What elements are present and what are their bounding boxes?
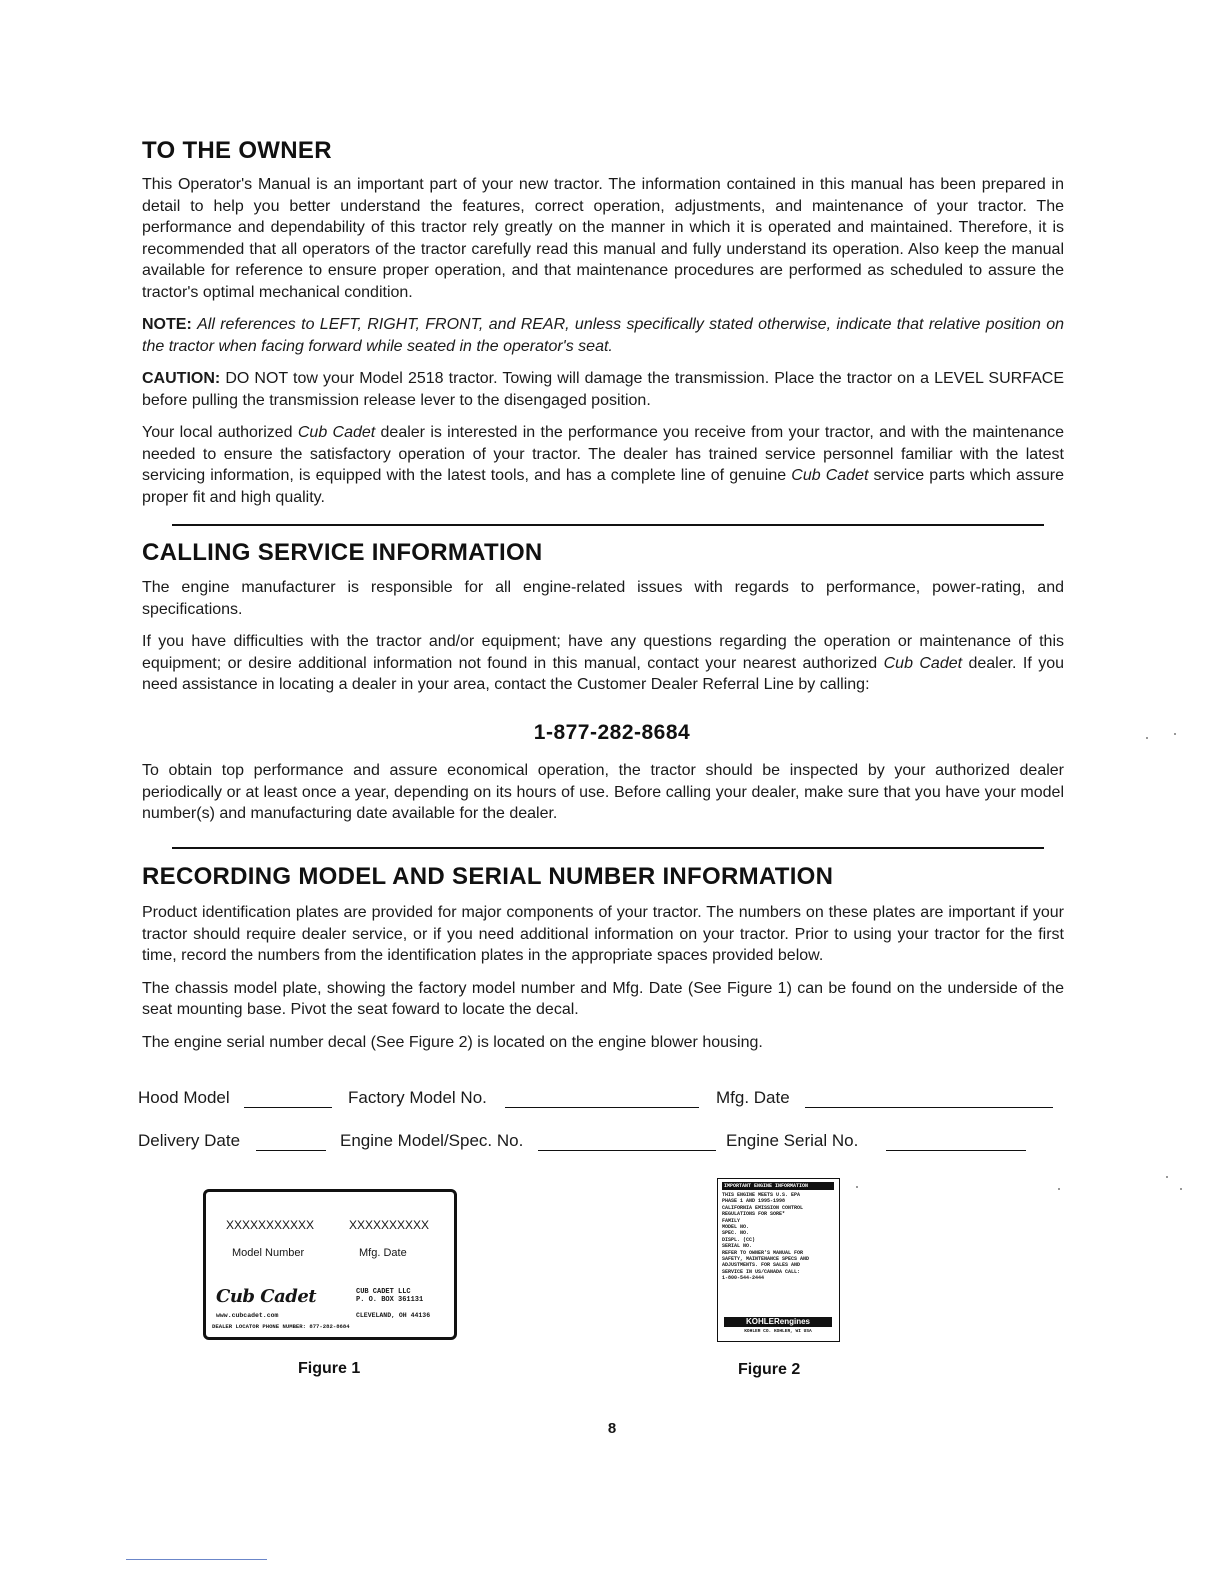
engine-serial-decal xyxy=(717,1178,840,1342)
decal-line: MODEL NO. xyxy=(722,1224,750,1231)
service-paragraph-2 xyxy=(142,631,1064,696)
service-section-tail xyxy=(142,760,1064,825)
recording-paragraph-2: The chassis model plate, showing the factory model number and Mfg. Date (See Figure 1) can be found on the underside of the seat mounting base. Pivot the seat foward to locate the decal. xyxy=(142,979,1064,1018)
form-row-2 xyxy=(138,1131,1058,1155)
hood-model-label: Hood Model xyxy=(138,1088,230,1107)
decal-line: ADJUSTMENTS. FOR SALES AND xyxy=(722,1262,801,1269)
dealer-locator-line: DEALER LOCATOR PHONE NUMBER: 877-282-8684 xyxy=(212,1323,350,1330)
model-number-caption: Model Number xyxy=(232,1247,305,1259)
kohler-engines-logo: KOHLERengines xyxy=(724,1317,832,1327)
scan-speck xyxy=(1058,1188,1060,1190)
caution-label: CAUTION: xyxy=(142,370,221,387)
section-divider xyxy=(172,524,1044,526)
service-paragraph-1: The engine manufacturer is responsible for all engine-related issues with regards to performance, power-rating, and specifications. xyxy=(142,579,1064,618)
scan-speck xyxy=(1174,733,1176,735)
scan-speck xyxy=(1180,1188,1182,1190)
decal-line: SERIAL NO. xyxy=(722,1243,753,1250)
company-pobox: P. O. BOX 361131 xyxy=(356,1296,424,1304)
brand-name: Cub Cadet xyxy=(297,424,376,441)
caution-text: DO NOT tow your Model 2518 tractor. Towing will damage the transmission. Place the tractor on a LEVEL SURFACE before pulling the transmission release lever to the disengaged position. xyxy=(142,370,1064,409)
engine-serial-label: Engine Serial No. xyxy=(726,1131,859,1150)
figure-2-caption: Figure 2 xyxy=(738,1361,801,1378)
hood-model-blank[interactable] xyxy=(244,1107,332,1108)
mfg-date-placeholder: XXXXXXXXXX xyxy=(349,1218,430,1232)
owner-paragraph-1: This Operator's Manual is an important part of your new tractor. The information contained in this manual has been prepared in detail to help you better understand the features, correct operation, adjustments, and maintenance of your tractor. The performance and dependability of this tractor rely greatly on the manner in which it is operated and maintained. Therefore, it is recommended that all operators of the tractor carefully read this manual and fully understand its operation. Also keep the manual available for reference to ensure proper operation, and that maintenance procedures are performed as scheduled to assure the tractor's optimal mechanical condition. xyxy=(142,176,1064,301)
page-number: 8 xyxy=(607,1420,617,1437)
decal-line: DISPL. (CC) xyxy=(722,1236,756,1243)
decal-line: CALIFORNIA EMISSION CONTROL xyxy=(722,1204,804,1211)
note-label: NOTE: xyxy=(142,316,192,333)
note-text: All references to LEFT, RIGHT, FRONT, and REAR, unless specifically stated otherwise, indicate that relative position on the tractor when facing forward while seated in the operator's seat. xyxy=(142,316,1064,355)
footer-rule xyxy=(126,1559,267,1560)
form-row-1 xyxy=(138,1088,1058,1112)
decal-line: SERVICE IN US/CANADA CALL: xyxy=(722,1268,801,1275)
model-number-placeholder: XXXXXXXXXXX xyxy=(226,1218,315,1232)
dealer-text-c: service parts which assure proper fit and high quality. xyxy=(142,467,1064,506)
owner-heading: TO THE OWNER xyxy=(142,137,332,164)
dealer-text-b: dealer is interested in the performance you receive from your tractor, and with the maintenance needed to ensure the satisfactory operation of your tractor. The dealer has trained service personnel familiar with the latest servicing information, is equipped with the latest tools, and has a complete line of genuine xyxy=(142,424,1065,484)
company-website: www.cubcadet.com xyxy=(216,1312,279,1319)
mfg-date-label: Mfg. Date xyxy=(716,1088,790,1107)
service-text-b: dealer. If you need assistance in locating a dealer in your area, contact the Customer Dealer Referral Line by calling: xyxy=(142,654,1064,693)
brand-name: Cub Cadet xyxy=(883,654,963,672)
recording-paragraph-3: The engine serial number decal (See Figure 2) is located on the engine blower housing. xyxy=(142,1033,763,1051)
decal-header xyxy=(722,1182,834,1190)
mfg-date-blank[interactable] xyxy=(805,1107,1053,1108)
service-paragraph-3: To obtain top performance and assure economical operation, the tractor should be inspected by your authorized dealer periodically or at least once a year, depending on its hours of use. Before calling your dealer, make sure that you have your model number(s) and manufacturing date available for the dealer. xyxy=(142,762,1064,822)
service-heading: CALLING SERVICE INFORMATION xyxy=(142,539,543,566)
engine-serial-blank[interactable] xyxy=(886,1150,1026,1151)
service-text-a: If you have difficulties with the tractor and/or equipment; have any questions regarding the operation or maintenance of this equipment; or desire additional information not found in this manual, contact your nearest authorized xyxy=(142,633,1064,672)
company-address xyxy=(356,1288,423,1304)
dealer-phone-number[interactable]: 1-877-282-8684 xyxy=(533,721,691,744)
factory-model-blank[interactable] xyxy=(505,1107,699,1108)
decal-text-lines xyxy=(722,1192,836,1282)
decal-line: THIS ENGINE MEETS U.S. EPA xyxy=(722,1192,801,1198)
figure-1-caption: Figure 1 xyxy=(298,1360,361,1377)
section-divider xyxy=(172,847,1044,849)
service-section xyxy=(142,538,1064,696)
delivery-date-label: Delivery Date xyxy=(138,1131,241,1150)
decal-line: SPEC. NO. xyxy=(722,1230,750,1237)
delivery-date-blank[interactable] xyxy=(256,1150,326,1151)
decal-line: FAMILY xyxy=(722,1217,741,1224)
scan-speck xyxy=(1166,1176,1168,1178)
decal-line: REFER TO OWNER'S MANUAL FOR xyxy=(722,1249,804,1256)
recording-section xyxy=(142,862,1064,1053)
engine-model-blank[interactable] xyxy=(538,1150,716,1151)
company-name: CUB CADET LLC xyxy=(356,1288,411,1296)
note-paragraph xyxy=(142,314,1064,357)
decal-line: 1-800-544-2444 xyxy=(722,1275,765,1282)
dealer-text-a: Your local authorized xyxy=(142,424,298,441)
recording-heading: RECORDING MODEL AND SERIAL NUMBER INFORMATION xyxy=(142,863,834,890)
kohler-address: KOHLER CO. KOHLER, WI USA xyxy=(744,1329,812,1334)
decal-line: SAFETY, MAINTENANCE SPECS AND xyxy=(722,1256,810,1263)
decal-line: REGULATIONS FOR SORE* xyxy=(722,1211,786,1218)
brand-name: Cub Cadet xyxy=(791,467,869,484)
mfg-date-caption: Mfg. Date xyxy=(359,1247,407,1259)
cub-cadet-logo: Cub Cadet xyxy=(216,1286,317,1307)
chassis-model-plate xyxy=(203,1189,457,1340)
engine-model-label: Engine Model/Spec. No. xyxy=(340,1131,524,1150)
recording-paragraph-1: Product identification plates are provided for major components of your tractor. The numbers on these plates are important if your tractor should require dealer service, or if you need additional information on your tractor. Prior to using your tractor for the first time, record the numbers from the identification plates in the appropriate spaces provided below. xyxy=(142,904,1064,964)
decal-header-text: IMPORTANT ENGINE INFORMATION xyxy=(724,1183,809,1189)
scan-speck xyxy=(1146,737,1148,739)
caution-paragraph xyxy=(142,368,1064,411)
scan-speck xyxy=(856,1186,858,1188)
owner-section xyxy=(142,136,1064,508)
dealer-paragraph xyxy=(142,422,1064,508)
decal-line: PHASE 1 AND 1995-1998 xyxy=(722,1198,786,1205)
factory-model-label: Factory Model No. xyxy=(348,1088,487,1107)
company-city: CLEVELAND, OH 44136 xyxy=(356,1312,431,1319)
